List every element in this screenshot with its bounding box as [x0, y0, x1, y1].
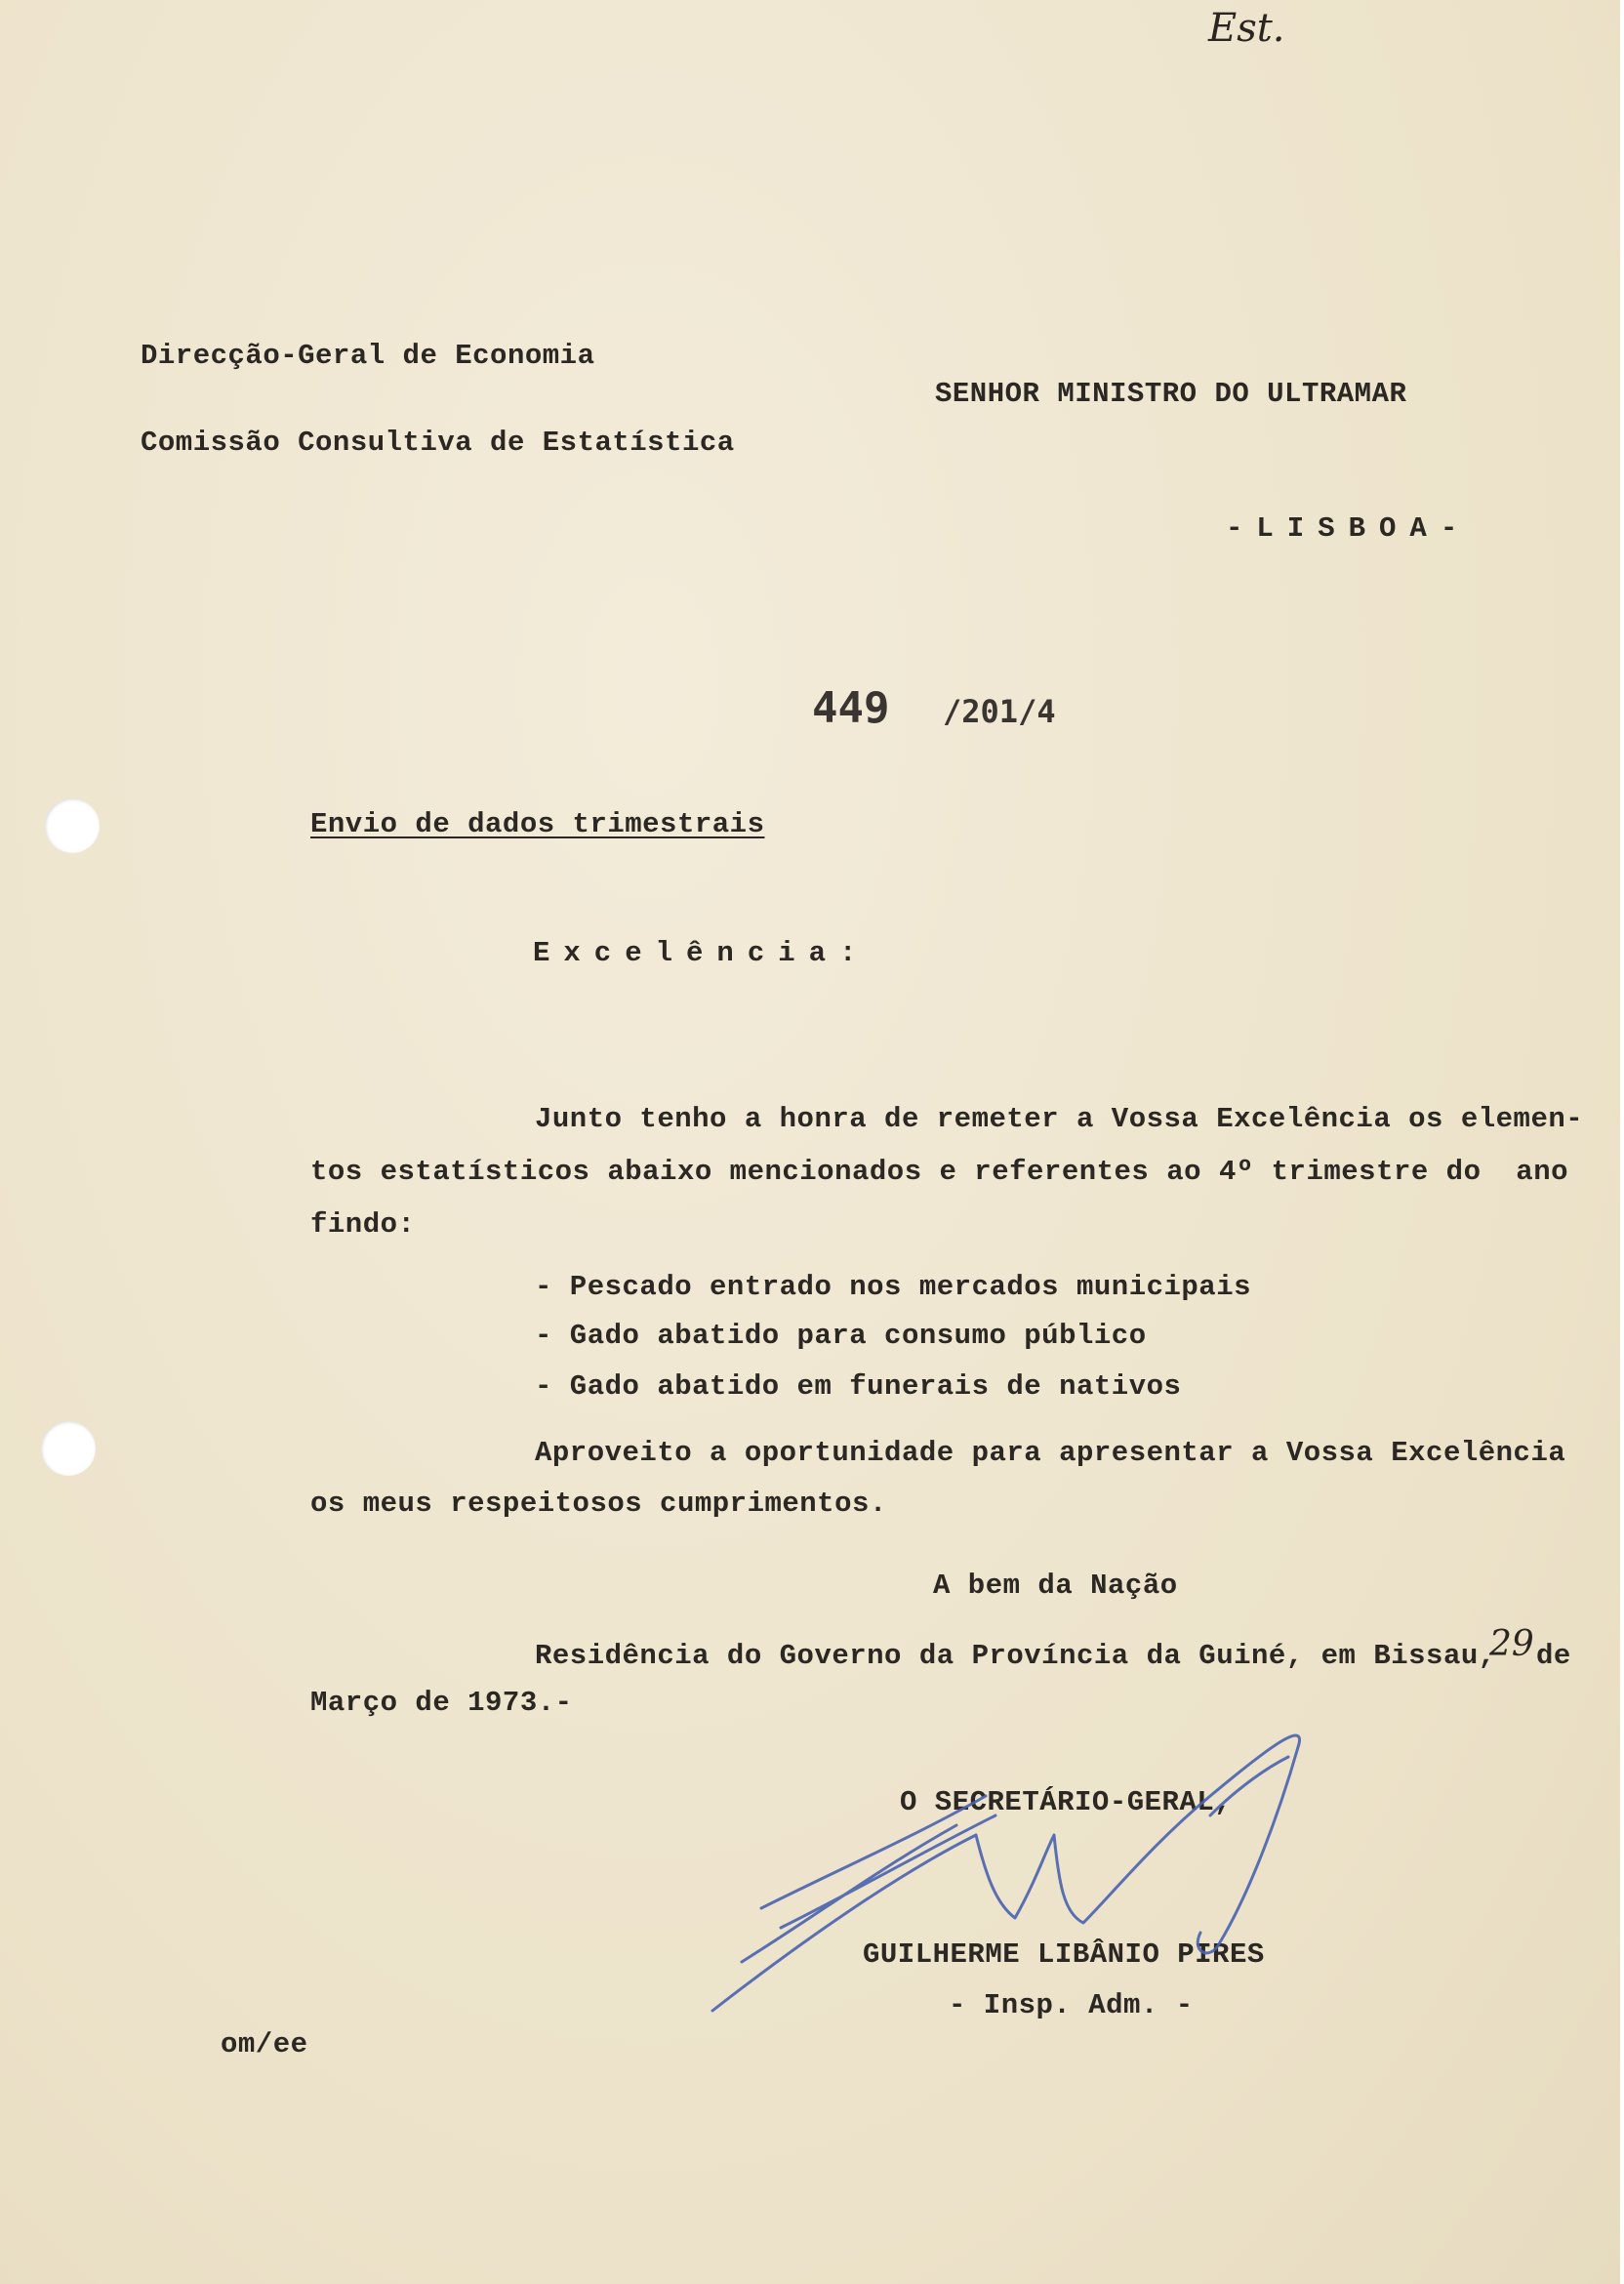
addressee-city: -LISBOA- [1226, 512, 1472, 545]
body-para2-line1: Aproveito a oportunidade para apresentar a Vossa Excelência [535, 1437, 1566, 1469]
body-para1-line2: tos estatísticos abaixo mencionados e referentes ao 4º trimestre do ano [310, 1156, 1569, 1188]
signatory-role: O SECRETÁRIO-GERAL, [900, 1786, 1233, 1818]
handwritten-day: 29 [1489, 1624, 1534, 1664]
signatory-name: GUILHERME LIBÂNIO PIRES [863, 1938, 1265, 1971]
subject-line: Envio de dados trimestrais [310, 808, 765, 840]
sender-line-1: Direcção-Geral de Economia [141, 340, 595, 372]
reference-number: 449 [812, 683, 890, 733]
reference-code: /201/4 [943, 693, 1056, 730]
typist-initials: om/ee [221, 2028, 308, 2060]
place-date-de: de [1536, 1640, 1571, 1672]
sender-line-2: Comissão Consultiva de Estatística [141, 427, 735, 459]
addressee-title: SENHOR MINISTRO DO ULTRAMAR [935, 378, 1407, 410]
list-item: - Gado abatido para consumo público [535, 1320, 1147, 1352]
corner-handwritten-note: Est. [1208, 6, 1285, 51]
closing-formula: A bem da Nação [933, 1570, 1178, 1602]
list-item: - Pescado entrado nos mercados municipais [535, 1271, 1252, 1303]
place-date-line1: Residência do Governo da Província da Guiné, em Bissau, [535, 1640, 1496, 1672]
salutation: Excelência: [533, 937, 871, 969]
body-para1-line3: findo: [310, 1208, 416, 1241]
body-para2-line2: os meus respeitosos cumprimentos. [310, 1488, 887, 1520]
body-para1-line1: Junto tenho a honra de remeter a Vossa Excelência os elemen- [535, 1103, 1584, 1135]
place-date-line2: Março de 1973.- [310, 1687, 573, 1719]
list-item: - Gado abatido em funerais de nativos [535, 1370, 1182, 1403]
signatory-title: - Insp. Adm. - [949, 1989, 1194, 2021]
